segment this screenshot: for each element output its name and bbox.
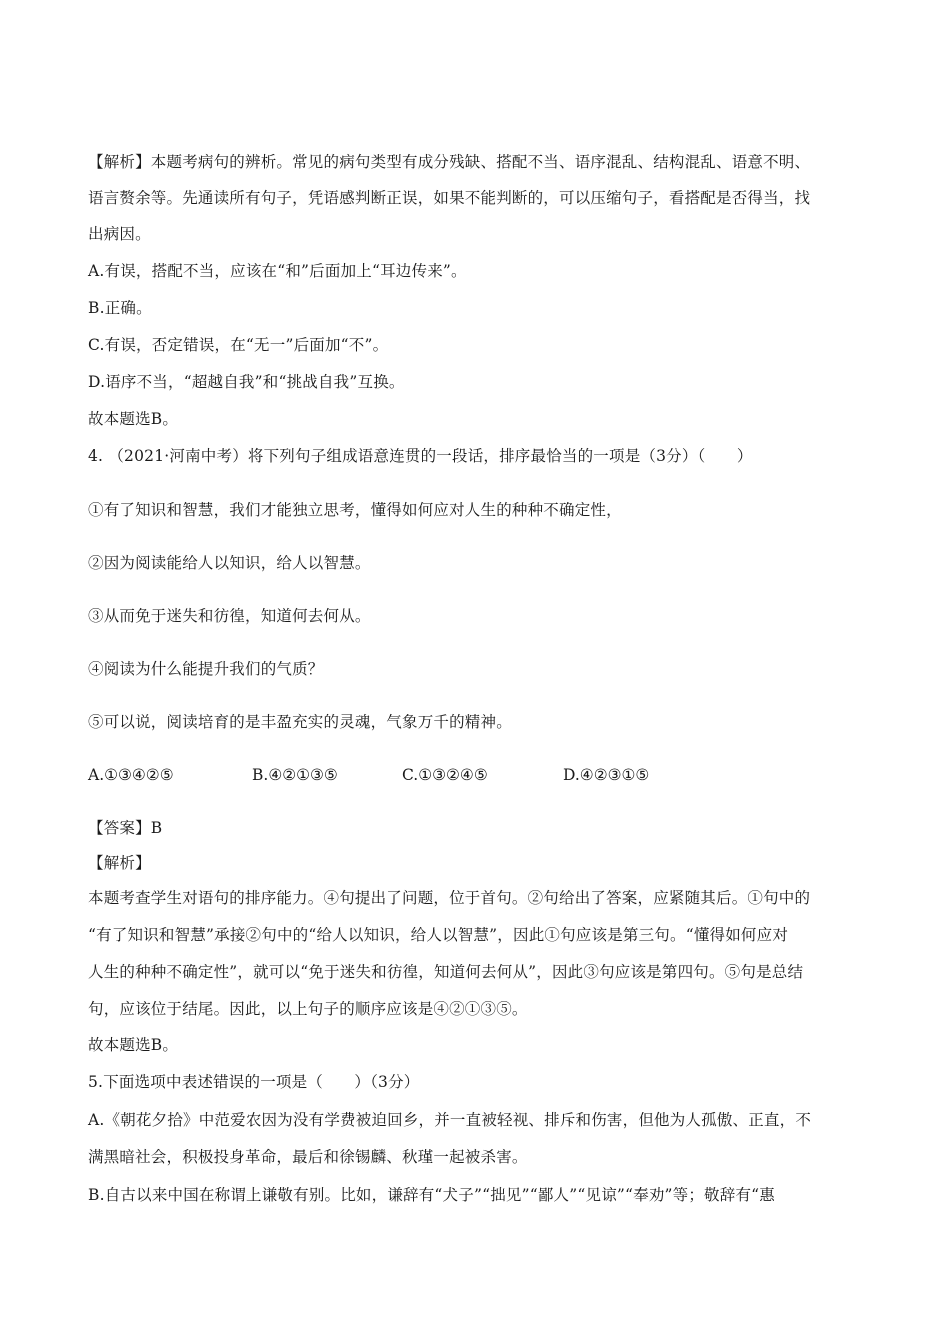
- analysis-q3-option-d: D.语序不当，“超越自我”和“挑战自我”互换。: [88, 373, 405, 391]
- question-4-sentence-5: ⑤可以说，阅读培育的是丰盈充实的灵魂，气象万千的精神。: [88, 713, 512, 731]
- question-4-sentence-1: ①有了知识和智慧，我们才能独立思考，懂得如何应对人生的种种不确定性，: [88, 501, 622, 519]
- question-4-sentence-4: ④阅读为什么能提升我们的气质？: [88, 660, 324, 678]
- question-5-option-b-line-1: B.自古以来中国在称谓上谦敬有别。比如，谦辞有“犬子”“拙见”“鄙人”“见谅”“奉劝”等；敬辞有“惠: [88, 1186, 775, 1204]
- question-4-conclusion: 故本题选B。: [88, 1036, 179, 1054]
- analysis-q3-conclusion: 故本题选B。: [88, 410, 179, 428]
- question-4-sentence-3: ③从而免于迷失和彷徨，知道何去何从。: [88, 607, 371, 625]
- question-4-answer: 【答案】B: [88, 819, 163, 837]
- question-5-stem: 5.下面选项中表述错误的一项是（ ）（3分）: [88, 1073, 420, 1091]
- question-4-stem: 4. （2021·河南中考）将下列句子组成语意连贯的一段话，排序最恰当的一项是（3分）（ ）: [88, 447, 753, 465]
- question-4-option-b: B.④②①③⑤: [252, 766, 338, 784]
- question-4-analysis-line-2: “有了知识和智慧”承接②句中的“给人以知识，给人以智慧”，因此①句应该是第三句。“懂得如何应对: [88, 926, 789, 944]
- analysis-q3-option-a: A.有误，搭配不当，应该在“和”后面加上“耳边传来”。: [88, 262, 467, 280]
- question-4-option-a: A.①③④②⑤: [88, 766, 174, 784]
- question-4-analysis-label: 【解析】: [88, 854, 151, 872]
- question-4-sentence-2: ②因为阅读能给人以知识，给人以智慧。: [88, 554, 371, 572]
- question-4-option-c: C.①③②④⑤: [402, 766, 488, 784]
- question-4-analysis-line-3: 人生的种种不确定性”，就可以“免于迷失和彷徨，知道何去何从”，因此③句应该是第四句。⑤句是总结: [88, 963, 804, 981]
- question-5-option-a-line-1: A.《朝花夕拾》中范爱农因为没有学费被迫回乡，并一直被轻视、排斥和伤害，但他为人孤傲、正直，不: [88, 1111, 812, 1129]
- analysis-q3-line-2: 语言赘余等。先通读所有句子，凭语感判断正误，如果不能判断的，可以压缩句子，看搭配是否得当，找: [88, 189, 811, 207]
- analysis-q3-option-c: C.有误，否定错误，在“无一”后面加“不”。: [88, 336, 389, 354]
- analysis-q3-line-1: 【解析】本题考病句的辨析。常见的病句类型有成分残缺、搭配不当、语序混乱、结构混乱、语意不明、: [88, 153, 811, 171]
- analysis-q3-option-b: B.正确。: [88, 299, 152, 317]
- question-4-analysis-line-1: 本题考查学生对语句的排序能力。④句提出了问题，位于首句。②句给出了答案，应紧随其后。①句中的: [88, 889, 811, 907]
- question-4-option-d: D.④②③①⑤: [563, 766, 650, 784]
- question-5-option-a-line-2: 满黑暗社会，积极投身革命，最后和徐锡麟、秋瑾一起被杀害。: [88, 1148, 528, 1166]
- analysis-q3-line-3: 出病因。: [88, 225, 151, 243]
- question-4-analysis-line-4: 句，应该位于结尾。因此，以上句子的顺序应该是④②①③⑤。: [88, 1000, 528, 1018]
